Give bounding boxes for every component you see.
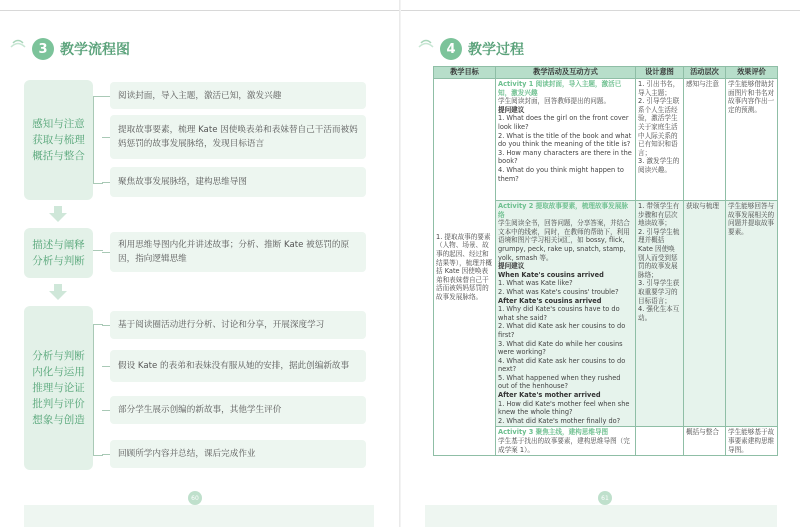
header-intent: 设计意图 xyxy=(636,67,684,79)
intent-1-cell: 1. 引出书名，导入主题； 2. 引导学生联系个人生活经验，激活学生关于家庭生活中人际关系的已有知识和语言； 3. 激发学生的阅读兴趣。 xyxy=(636,79,684,201)
flow-item: 部分学生展示创编的新故事，其他学生评价 xyxy=(110,396,366,424)
level-1-cell: 感知与注意 xyxy=(684,79,726,201)
page-number-right: 61 xyxy=(598,491,612,505)
section-number-badge: 4 xyxy=(440,38,462,60)
eval-1-cell: 学生能够借助封面图片和书名对故事内容作出一定的预测。 xyxy=(726,79,778,201)
flow-item: 提取故事要素，梳理 Kate 因使唤表弟和表妹替自己干活而被妈妈惩罚的故事发展脉络，发现目标语言 xyxy=(110,115,366,159)
stage-application: 分析与判断 内化与运用 推理与论证 批判与评价 想象与创造 xyxy=(24,306,93,470)
activity-1-cell: Activity 1 阅读封面，导入主题，激活已知，激发兴趣 学生阅读封面，回答教师提出的问题。 提问建议 1. What does the girl on the front cover look like? 2. What is the title of the book and what do you think the meaning of the title is? 3. How many characters are there in the book? 4. What do you think might happen to them? xyxy=(496,79,636,201)
flow-item: 阅读封面，导入主题，激活已知，激发兴趣 xyxy=(110,82,366,109)
goal-cell: 1. 提取故事的要素（人物、场景、故事的起因、经过和结果等），梳理并概括 Kate 因使唤表弟和表妹替自己干活而被妈妈惩罚的故事发展脉络。 xyxy=(434,79,496,456)
flow-item: 基于阅读圈活动进行分析、讨论和分享，开展深度学习 xyxy=(110,311,366,339)
level-2-cell: 获取与梳理 xyxy=(684,201,726,427)
activity-2-cell: Activity 2 提取故事要素，梳理故事发展脉络 学生阅读全书，回答问题，分享答案，并结合文本中的线索，同时，在教师的帮助下，利用语境和图片学习相关词汇，如 bossy, flick, grumpy, peck, rake up, snatch, stamp, yolk, smash 等。 提问建议 When Kate's cousins arrived 1. What was Kate like? 2. What was Kate's cousins' trouble? After Kate's cousins arrived 1. Why did Kate's cousins have to do what she said? 2. What did Kate ask her cousins to do first? 3. What did Kate do while her cousins were working? 4. What did Kate ask her cousins to do next? 5. What happened when they rushed out of the henhouse? After Kate's mother arrived 1. How did Kate's mother feel when she knew the whole thing? 2. What did Kate's mother finally do? xyxy=(496,201,636,427)
section-title: 教学过程 xyxy=(468,42,524,58)
intent-3-cell xyxy=(636,427,684,456)
stage-perception: 感知与注意 获取与梳理 概括与整合 xyxy=(24,80,93,200)
header-activity: 教学活动及互动方式 xyxy=(496,67,636,79)
activity-3-cell: Activity 3 聚焦主线，建构思维导图 学生基于找出的故事要素，建构思维导图（完成学案 1）。 xyxy=(496,427,636,456)
down-arrow-icon xyxy=(48,284,68,300)
flow-item: 利用思维导图内化并讲述故事；分析、推断 Kate 被惩罚的原因，指向逻辑思维 xyxy=(110,232,366,272)
stage-description: 描述与阐释 分析与判断 xyxy=(24,228,93,278)
page-gutter xyxy=(399,0,401,527)
footer-band-left xyxy=(24,505,374,527)
teaching-process-table xyxy=(433,66,778,456)
header-evaluation: 效果评价 xyxy=(726,67,778,79)
flow-item: 回顾所学内容并总结，课后完成作业 xyxy=(110,440,366,468)
header-level: 活动层次 xyxy=(684,67,726,79)
bracket-stage-1 xyxy=(93,96,103,184)
down-arrow-icon xyxy=(48,206,68,222)
bracket-stage-3 xyxy=(93,324,103,456)
table-row xyxy=(434,79,778,201)
wave-decoration-icon xyxy=(418,38,434,60)
footer-band-right xyxy=(425,505,777,527)
flow-item: 假设 Kate 的表弟和表妹没有服从她的安排，据此创编新故事 xyxy=(110,350,366,382)
section-4-heading xyxy=(418,38,524,60)
table-header-row xyxy=(434,67,778,79)
section-title: 教学流程图 xyxy=(60,42,130,58)
level-3-cell: 概括与整合 xyxy=(684,427,726,456)
page-number-left: 60 xyxy=(188,491,202,505)
wave-decoration-icon xyxy=(10,38,26,60)
intent-2-cell: 1. 带领学生有步骤和有层次地读故事； 2. 引导学生梳理并概括 Kate 因使唤别人而受到惩罚的故事发展脉络； 3. 引导学生获取重要学习的目标语言； 4. 强化生本互动。 xyxy=(636,201,684,427)
flow-item: 聚焦故事发展脉络，建构思维导图 xyxy=(110,167,366,197)
header-goal: 教学目标 xyxy=(434,67,496,79)
eval-3-cell: 学生能够基于故事要素建构思维导图。 xyxy=(726,427,778,456)
eval-2-cell: 学生能够回答与故事发展相关的问题并提取故事要素。 xyxy=(726,201,778,427)
section-number-badge: 3 xyxy=(32,38,54,60)
bracket-stage-2 xyxy=(93,250,103,251)
section-3-heading xyxy=(10,38,130,60)
